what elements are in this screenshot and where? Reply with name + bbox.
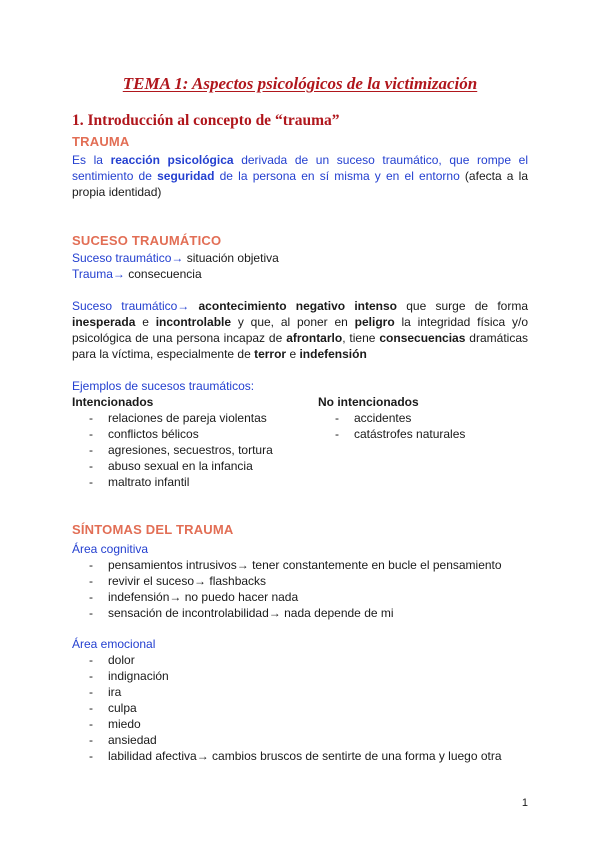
section-heading: 1. Introducción al concepto de “trauma” [72, 112, 340, 129]
def-bold: reacción psicológica [110, 153, 234, 167]
page-number: 1 [521, 797, 528, 809]
suceso-definition [72, 298, 528, 362]
suceso-line [72, 250, 279, 266]
list-item: - maltrato infantil [89, 475, 190, 489]
def-text: Es la [72, 153, 111, 167]
term: Trauma→ [72, 267, 125, 281]
def-text: derivada de un suceso traumático, que rompe el sentimiento de [72, 153, 528, 183]
term: Suceso traumático→ [72, 299, 190, 313]
trauma-definition [72, 152, 528, 200]
list-item: - labilidad afectiva→ cambios bruscos de sentirte de una forma y luego otra [89, 749, 502, 763]
list-item: - culpa [89, 701, 137, 715]
list-item: - catástrofes naturales [335, 427, 466, 441]
para-text: e [135, 315, 156, 329]
list-item: - sensación de incontrolabilidad→ nada depende de mi [89, 606, 394, 620]
list-item: - conflictos bélicos [89, 427, 199, 441]
emocional-list [72, 652, 502, 764]
para-bold: inesperada [72, 315, 136, 329]
list-item: - dolor [89, 653, 135, 667]
term-desc: situación objetiva [183, 251, 279, 265]
list-item: - abuso sexual en la infancia [89, 459, 253, 473]
para-text: la integridad física y/o psicológica de una persona incapaz de [72, 315, 528, 345]
list-item: - ira [89, 685, 122, 699]
suceso-heading: SUCESO TRAUMÁTICO [72, 233, 222, 248]
sintomas-heading: SÍNTOMAS DEL TRAUMA [72, 522, 234, 537]
emocional-label: Área emocional [72, 637, 156, 651]
para-text: e [286, 347, 300, 361]
term: Suceso traumático→ [72, 251, 184, 265]
no-intencionados-list [318, 410, 465, 442]
list-item: - pensamientos intrusivos→ tener constantemente en bucle el pensamiento [89, 558, 502, 572]
intencionados-list [72, 410, 273, 490]
list-item: - accidentes [335, 411, 412, 425]
cognitiva-list [72, 557, 502, 621]
para-bold: peligro [354, 315, 395, 329]
no-intencionados-label: No intencionados [318, 395, 419, 409]
intencionados-label: Intencionados [72, 395, 154, 409]
list-item: - indefensión→ no puedo hacer nada [89, 590, 299, 604]
def-text: de la persona en sí misma y en el entorno [214, 169, 460, 183]
para-bold: acontecimiento negativo intenso [189, 299, 398, 313]
para-bold: afrontarlo [286, 331, 343, 345]
term-desc: consecuencia [124, 267, 202, 281]
list-item: - miedo [89, 717, 141, 731]
trauma-heading: TRAUMA [72, 134, 130, 149]
para-text: dramáticas para la víctima, especialmente de [72, 331, 528, 361]
trauma-line [72, 266, 202, 282]
para-bold: consecuencias [379, 331, 466, 345]
para-text: que surge de forma [397, 299, 528, 313]
para-bold: terror [254, 347, 287, 361]
para-text: y que, al poner en [231, 315, 355, 329]
def-bold: seguridad [157, 169, 215, 183]
para-text: , tiene [342, 331, 380, 345]
def-text: (afecta a la propia identidad) [72, 169, 529, 199]
para-bold: indefensión [299, 347, 367, 361]
para-bold: incontrolable [155, 315, 232, 329]
list-item: - relaciones de pareja violentas [89, 411, 267, 425]
list-item: - revivir el suceso→ flashbacks [89, 574, 267, 588]
examples-label: Ejemplos de sucesos traumáticos: [72, 379, 255, 393]
document-title: TEMA 1: Aspectos psicológicos de la victimización [122, 74, 478, 93]
list-item: - indignación [89, 669, 169, 683]
list-item: - agresiones, secuestros, tortura [89, 443, 273, 457]
cognitiva-label: Área cognitiva [72, 542, 149, 556]
list-item: - ansiedad [89, 733, 157, 747]
